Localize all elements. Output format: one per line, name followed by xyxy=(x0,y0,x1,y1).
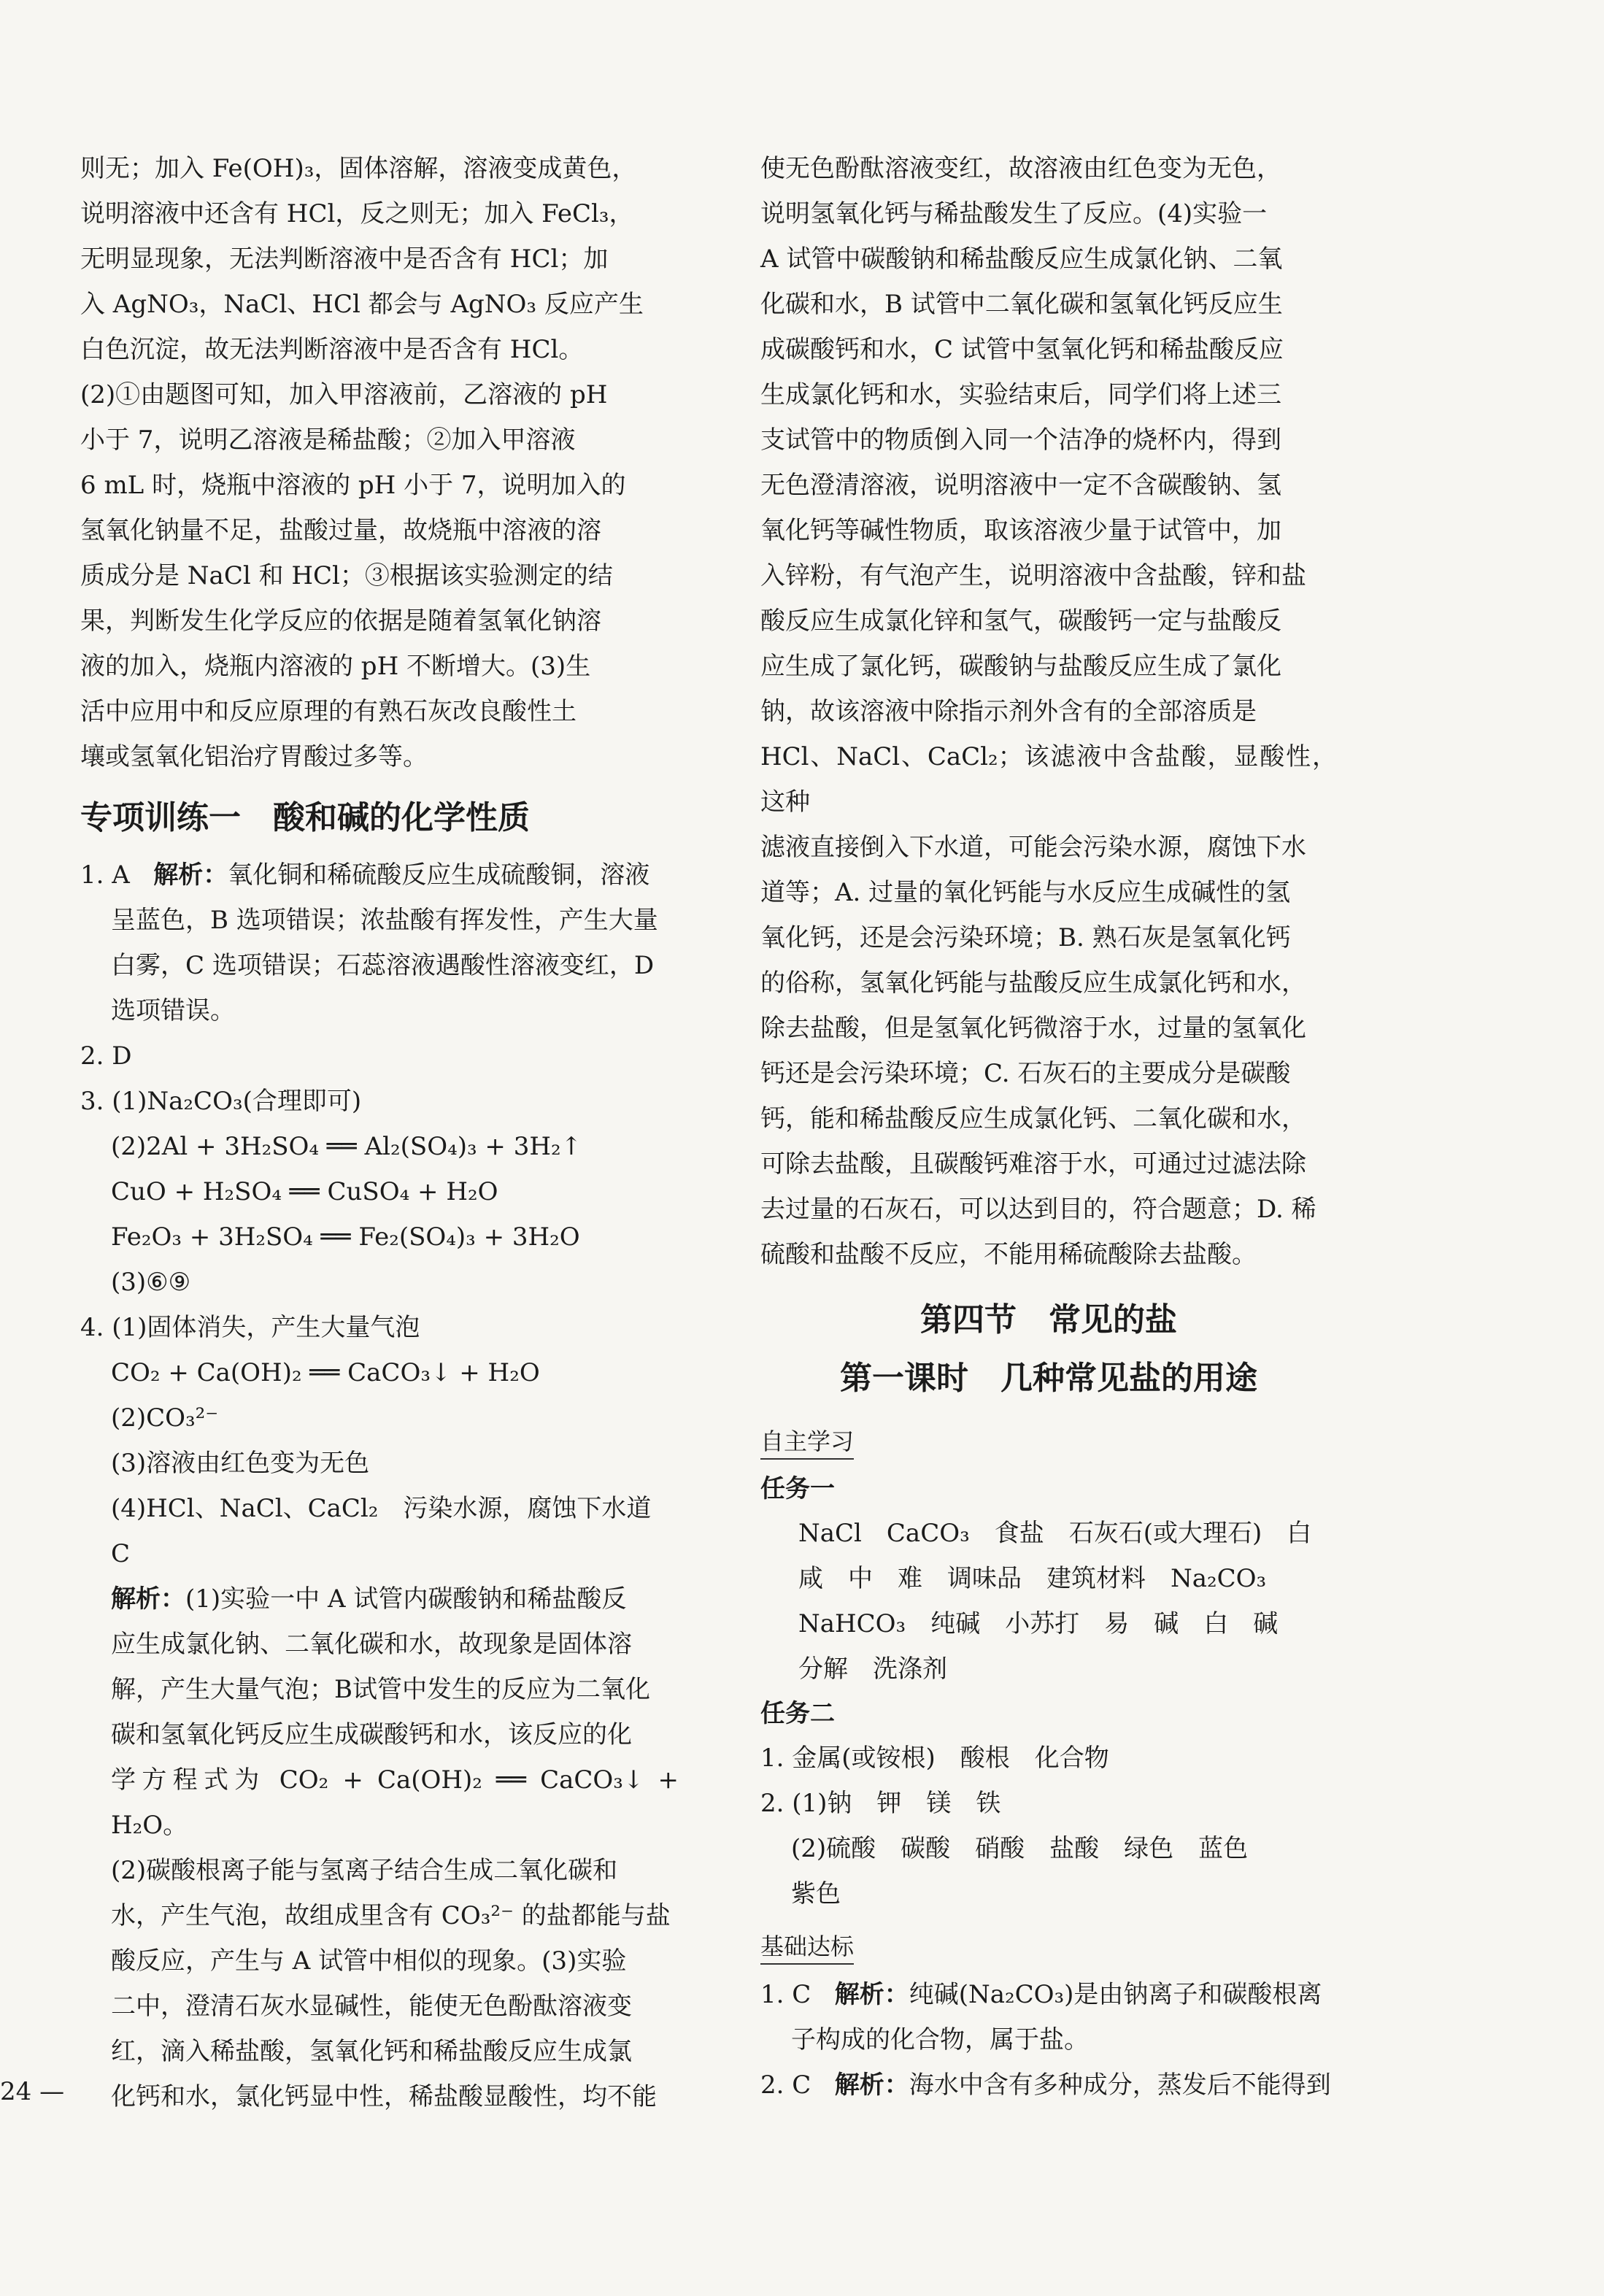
text-line: 化钙和水，氯化钙显中性，稀盐酸显酸性，均不能 xyxy=(111,2082,657,2111)
basic-heading xyxy=(760,1916,1337,1972)
text-line: 无明显现象，无法判断溶液中是否含有 HCl；加 xyxy=(80,244,609,274)
answer-line: 分解 洗涤剂 xyxy=(798,1654,947,1684)
text-line: 二中，澄清石灰水显碱性，能使无色酚酞溶液变 xyxy=(111,1992,632,2021)
question-number: 2. C xyxy=(760,2070,811,2100)
page-number: 24 — xyxy=(0,2077,65,2106)
answer-line: NaHCO₃ 纯碱 小苏打 易 碱 白 碱 xyxy=(798,1609,1279,1638)
text-line: (3)溶液由红色变为无色 xyxy=(111,1449,370,1478)
text-line: (2)碳酸根离子能与氢离子结合生成二氧化碳和 xyxy=(111,1856,618,1885)
self-study-heading xyxy=(760,1411,1337,1467)
text-line: 6 mL 时，烧瓶中溶液的 pH 小于 7，说明加入的 xyxy=(80,471,626,500)
text-line: A 试管中碳酸钠和稀盐酸反应生成氯化钠、二氧 xyxy=(760,244,1283,274)
text-line: 则无；加入 Fe(OH)₃，固体溶解，溶液变成黄色， xyxy=(80,154,637,183)
text-line: 应生成了氯化钙，碳酸钠与盐酸反应生成了氯化 xyxy=(760,652,1281,681)
analysis-text: 纯碱(Na₂CO₃)是由钠离子和碳酸根离 xyxy=(909,1980,1322,2009)
text-line: 4. (1)固体消失，产生大量气泡 xyxy=(80,1313,420,1342)
text-line: 钠，故该溶液中除指示剂外含有的全部溶质是 xyxy=(760,697,1257,726)
left-paragraph-1 xyxy=(80,146,679,779)
equation-line: CuO + H₂SO₄ ══ CuSO₄ + H₂O xyxy=(111,1177,498,1206)
text-line: 水，产生气泡，故组成里含有 CO₃²⁻ 的盐都能与盐 xyxy=(111,1901,671,1930)
text-line: 入锌粉，有气泡产生，说明溶液中含盐酸，锌和盐 xyxy=(760,561,1306,590)
text-line: 使无色酚酞溶液变红，故溶液由红色变为无色， xyxy=(760,154,1281,183)
text-line: 化碳和水，B 试管中二氧化碳和氢氧化钙反应生 xyxy=(760,290,1283,319)
answer-line: NaCl CaCO₃ 食盐 石灰石(或大理石) 白 xyxy=(798,1519,1312,1548)
text-line: 红，滴入稀盐酸，氢氧化钙和稀盐酸反应生成氯 xyxy=(111,2037,632,2066)
text-line: (2)①由题图可知，加入甲溶液前，乙溶液的 pH xyxy=(80,380,608,409)
text-line: 的俗称，氢氧化钙能与盐酸反应生成氯化钙和水， xyxy=(760,968,1306,998)
question-number: 1. A xyxy=(80,860,130,890)
task-1-answers xyxy=(760,1511,1337,1692)
question-1 xyxy=(80,852,679,1033)
text-line: 应生成氯化钠、二氧化碳和水，故现象是固体溶 xyxy=(111,1630,632,1659)
analysis-label: 解析： xyxy=(834,1980,909,2009)
text-line: 呈蓝色，B 选项错误；浓盐酸有挥发性，产生大量 xyxy=(111,906,658,935)
basic-q2-first-line xyxy=(760,2062,1337,2108)
subheading-basic: 基础达标 xyxy=(760,1930,854,1965)
task-2-label: 任务二 xyxy=(760,1699,835,1728)
text-line: 壤或氢氧化铝治疗胃酸过多等。 xyxy=(80,742,428,771)
text-line: 白色沉淀，故无法判断溶液中是否含有 HCl。 xyxy=(80,335,584,364)
text-line: 去过量的石灰石，可以达到目的，符合题意；D. 稀 xyxy=(760,1195,1316,1224)
text-line: 入 AgNO₃，NaCl、HCl 都会与 AgNO₃ 反应产生 xyxy=(80,290,644,319)
section-title-common-salts: 第四节 常见的盐 xyxy=(920,1301,1177,1338)
text-line: 3. (1)Na₂CO₃(合理即可) xyxy=(80,1087,362,1116)
text-line: 果，判断发生化学反应的依据是随着氢氧化钠溶 xyxy=(80,606,601,636)
task-2-answers xyxy=(760,1736,1337,1916)
right-paragraph-1 xyxy=(760,146,1337,1277)
text-line: 钙还是会污染环境；C. 石灰石的主要成分是碳酸 xyxy=(760,1059,1291,1088)
question-3 xyxy=(80,1079,679,1305)
text-line: 酸反应生成氯化锌和氢气，碳酸钙一定与盐酸反 xyxy=(760,606,1281,636)
text-line: 解，产生大量气泡；B试管中发生的反应为二氧化 xyxy=(111,1675,650,1704)
answer-line: 1. 金属(或铵根) 酸根 化合物 xyxy=(760,1744,1109,1773)
text-line: 钙，能和稀盐酸反应生成氯化钙、二氧化碳和水， xyxy=(760,1104,1306,1133)
text-line: 无色澄清溶液，说明溶液中一定不含碳酸钠、氢 xyxy=(760,471,1281,500)
text-line: 说明溶液中还含有 HCl，反之则无；加入 FeCl₃， xyxy=(80,199,634,228)
equation-line: CO₂ + Ca(OH)₂ ══ CaCO₃↓ + H₂O xyxy=(111,1358,540,1387)
lesson-title: 第一课时 几种常见盐的用途 xyxy=(840,1360,1257,1397)
question-4 xyxy=(80,1305,679,2119)
question-2: 2. D xyxy=(80,1041,132,1071)
basic-q1-first-line xyxy=(760,1972,1337,2017)
equation-line: (2)2Al + 3H₂SO₄ ══ Al₂(SO₄)₃ + 3H₂↑ xyxy=(111,1132,582,1161)
answer-line: (2)硫酸 碳酸 硝酸 盐酸 绿色 蓝色 xyxy=(791,1834,1249,1863)
answer-line: 紫色 xyxy=(791,1879,841,1908)
analysis-label: 解析： xyxy=(153,860,228,890)
subheading-self-study: 自主学习 xyxy=(760,1425,854,1460)
text-line: 酸反应，产生与 A 试管中相似的现象。(3)实验 xyxy=(111,1946,627,1976)
text-line: 滤液直接倒入下水道，可能会污染水源，腐蚀下水 xyxy=(760,833,1306,862)
text-line: 小于 7，说明乙溶液是稀盐酸；②加入甲溶液 xyxy=(80,425,576,455)
equation-line: Fe₂O₃ + 3H₂SO₄ ══ Fe₂(SO₄)₃ + 3H₂O xyxy=(111,1222,580,1252)
question-4-analysis-first xyxy=(80,1576,679,1622)
analysis-label: 解析： xyxy=(111,1584,185,1614)
task-1-label: 任务一 xyxy=(760,1474,835,1503)
basic-question-1 xyxy=(760,1972,1337,2062)
answer-line: 咸 中 难 调味品 建筑材料 Na₂CO₃ xyxy=(798,1564,1267,1593)
text-line: 氢氧化钠量不足，盐酸过量，故烧瓶中溶液的溶 xyxy=(80,516,601,545)
text-line: 氧化钙，还是会污染环境；B. 熟石灰是氢氧化钙 xyxy=(760,923,1291,952)
text-line: HCl、NaCl、CaCl₂；该滤液中含盐酸，显酸性，这种 xyxy=(760,742,1337,817)
answer-line: 2. (1)钠 钾 镁 铁 xyxy=(760,1789,1001,1818)
text-line: 可除去盐酸，且碳酸钙难溶于水，可通过过滤法除 xyxy=(760,1149,1306,1179)
text-line: (3)⑥⑨ xyxy=(111,1268,191,1297)
text-line: 选项错误。 xyxy=(111,996,235,1025)
analysis-text: 氧化铜和稀硫酸反应生成硫酸铜，溶液 xyxy=(228,860,650,890)
text-line: 碳和氢氧化钙反应生成碳酸钙和水，该反应的化 xyxy=(111,1720,632,1749)
question-number: 1. C xyxy=(760,1980,811,2009)
text-line: (4)HCl、NaCl、CaCl₂ 污染水源，腐蚀下水道 xyxy=(111,1494,652,1523)
analysis-text: (1)实验一中 A 试管内碳酸钠和稀盐酸反 xyxy=(185,1584,627,1614)
analysis-label: 解析： xyxy=(834,2070,909,2100)
text-line: 子构成的化合物，属于盐。 xyxy=(791,2025,1089,2054)
text-line: 成碳酸钙和水，C 试管中氢氧化钙和稀盐酸反应 xyxy=(760,335,1284,364)
analysis-text: 海水中含有多种成分，蒸发后不能得到 xyxy=(909,2070,1331,2100)
text-line: 质成分是 NaCl 和 HCl；③根据该实验测定的结 xyxy=(80,561,613,590)
text-line: 硫酸和盐酸不反应，不能用稀硫酸除去盐酸。 xyxy=(760,1240,1257,1269)
text-line: 活中应用中和反应原理的有熟石灰改良酸性土 xyxy=(80,697,577,726)
section-title-special-training: 专项训练一 酸和碱的化学性质 xyxy=(80,799,530,836)
question-1-first-line xyxy=(80,852,679,898)
text-line: 白雾，C 选项错误；石蕊溶液遇酸性溶液变红，D xyxy=(111,951,655,980)
basic-question-2 xyxy=(760,2062,1337,2108)
text-line: 学方程式为 CO₂ + Ca(OH)₂ ══ CaCO₃↓ + H₂O。 xyxy=(111,1765,679,1840)
text-line: 说明氢氧化钙与稀盐酸发生了反应。(4)实验一 xyxy=(760,199,1268,228)
text-line: 道等；A. 过量的氧化钙能与水反应生成碱性的氢 xyxy=(760,878,1291,907)
text-line: 除去盐酸，但是氢氧化钙微溶于水，过量的氢氧化 xyxy=(760,1014,1306,1043)
text-line: 支试管中的物质倒入同一个洁净的烧杯内，得到 xyxy=(760,425,1281,455)
text-line: (2)CO₃²⁻ xyxy=(111,1403,219,1433)
text-line: 生成氯化钙和水，实验结束后，同学们将上述三 xyxy=(760,380,1281,409)
left-column xyxy=(80,146,679,2119)
right-column xyxy=(760,146,1337,2108)
text-line: 液的加入，烧瓶内溶液的 pH 不断增大。(3)生 xyxy=(80,652,591,681)
text-line: 氧化钙等碱性物质，取该溶液少量于试管中，加 xyxy=(760,516,1281,545)
text-line: C xyxy=(111,1539,131,1568)
